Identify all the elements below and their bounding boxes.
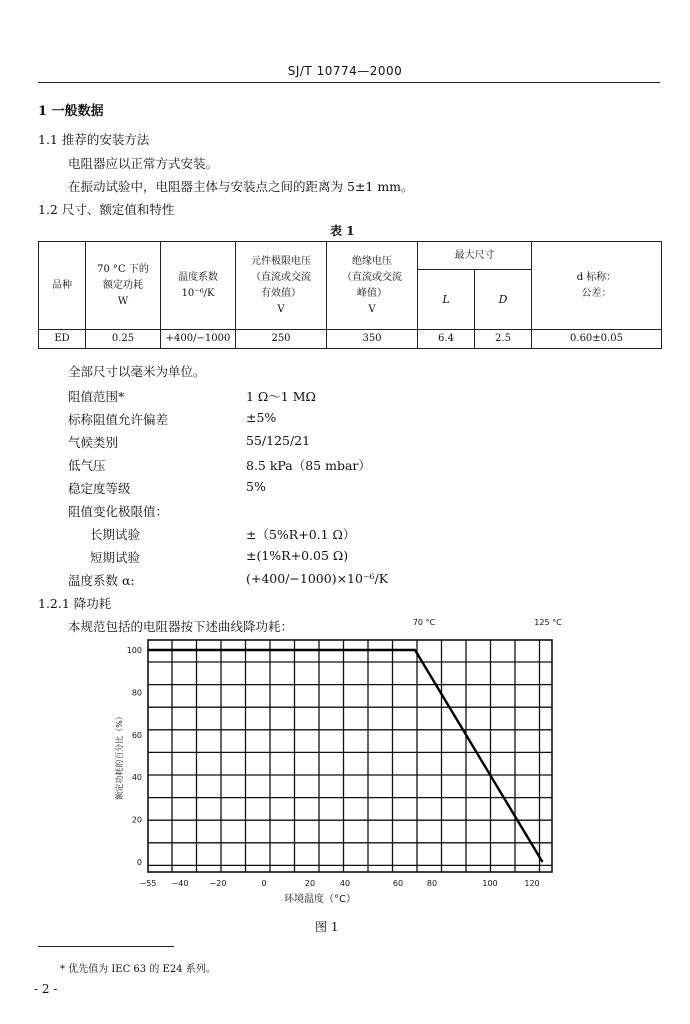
- property-value: ±(1%R+0.05 Ω): [246, 548, 349, 563]
- cell-d: 0.60±0.05: [532, 330, 662, 349]
- y-tick-label: 20: [131, 815, 142, 825]
- property-key: 低气压: [68, 458, 106, 473]
- page-header: SJ/T 10774—2000: [287, 64, 403, 78]
- x-axis-label: 环境温度（°C）: [284, 894, 356, 905]
- y-tick-label: 60: [131, 730, 142, 740]
- footnote-rule: [38, 946, 174, 947]
- cell-tc: +400/−1000: [161, 330, 236, 349]
- property-value: 1 Ω～1 MΩ: [246, 389, 316, 404]
- col-header-tc: 温度系数 10⁻⁶/K: [161, 242, 236, 330]
- x-tick-label: 20: [304, 879, 316, 888]
- cell-L: 6.4: [418, 330, 475, 349]
- y-tick-label: 0: [136, 858, 142, 867]
- property-key: 温度系数 α:: [68, 573, 135, 588]
- section-1-heading: 1 一般数据: [38, 104, 104, 119]
- x-tick-label: −20: [209, 879, 227, 888]
- derating-paragraph: 本规范包括的电阻器按下述曲线降功耗：: [68, 619, 294, 634]
- property-key: 稳定度等级: [68, 481, 131, 496]
- property-value: ±（5%R+0.1 Ω）: [246, 527, 356, 542]
- col-header-D: D: [475, 270, 532, 330]
- property-value: 55/125/21: [246, 433, 311, 448]
- col-header-element-voltage: 元件极限电压 （直流或交流 有效值） V: [236, 242, 327, 330]
- y-tick-label: 100: [126, 646, 142, 655]
- property-key: 阻值变化极限值：: [68, 504, 169, 519]
- table-caption: 表 1: [330, 224, 355, 238]
- x-tick-label: 100: [482, 879, 498, 888]
- property-value: ±5%: [246, 410, 277, 425]
- col-header-max-dimension: 最大尺寸: [418, 242, 532, 270]
- top-label-70c: 70 °C: [412, 618, 436, 627]
- mounting-paragraph: 电阻器应以正常方式安装。: [68, 156, 219, 171]
- property-key: 长期试验: [90, 527, 141, 542]
- derating-curve: [148, 650, 543, 862]
- x-tick-label: 60: [392, 879, 404, 888]
- y-tick-label: 40: [131, 773, 142, 783]
- cell-type: ED: [39, 330, 86, 349]
- cell-insulation-voltage: 350: [327, 330, 418, 349]
- x-tick-label: 0: [261, 879, 267, 888]
- footnote: * 优先值为 IEC 63 的 E24 系列。: [60, 964, 216, 975]
- page-number: - 2 -: [34, 982, 58, 996]
- property-key: 气候类别: [68, 435, 119, 450]
- section-1-2-1-heading: 1.2.1 降功耗: [38, 596, 112, 611]
- section-1-1-heading: 1.1 推荐的安装方法: [38, 132, 150, 147]
- property-value: 8.5 kPa（85 mbar）: [246, 458, 371, 473]
- y-tick-label: 80: [131, 688, 142, 698]
- x-tick-label: −55: [139, 879, 157, 888]
- property-value: (+400/−1000)×10⁻⁶/K: [246, 571, 389, 586]
- col-header-insulation-voltage: 绝缘电压 （直流或交流 峰值） V: [327, 242, 418, 330]
- x-tick-label: 40: [339, 879, 351, 888]
- col-header-type: 品种: [39, 242, 86, 330]
- plot-frame: [148, 640, 552, 872]
- cell-power: 0.25: [86, 330, 161, 349]
- x-tick-label: −40: [171, 879, 189, 888]
- col-header-L: L: [418, 270, 475, 330]
- col-header-d: d 标称： 公差：: [532, 242, 662, 330]
- section-1-2-heading: 1.2 尺寸、额定值和特性: [38, 202, 175, 217]
- property-key: 短期试验: [90, 550, 141, 565]
- figure-caption: 图 1: [315, 920, 339, 934]
- cell-D: 2.5: [475, 330, 532, 349]
- y-axis-label: 额定功耗的百分比（%）: [115, 712, 124, 800]
- property-value: 5%: [246, 479, 266, 494]
- top-label-125c: 125 °C: [534, 618, 562, 627]
- property-key: 标称阻值允许偏差: [68, 412, 169, 427]
- cell-element-voltage: 250: [236, 330, 327, 349]
- x-tick-label: 120: [524, 879, 540, 888]
- property-key: 阻值范围*: [68, 389, 125, 404]
- col-header-power: 70 °C 下的 额定功耗 W: [86, 242, 161, 330]
- x-tick-label: 80: [426, 879, 438, 888]
- vibration-paragraph: 在振动试验中，电阻器主体与安装点之间的距离为 5±1 mm。: [68, 179, 414, 194]
- unit-note: 全部尺寸以毫米为单位。: [68, 364, 206, 379]
